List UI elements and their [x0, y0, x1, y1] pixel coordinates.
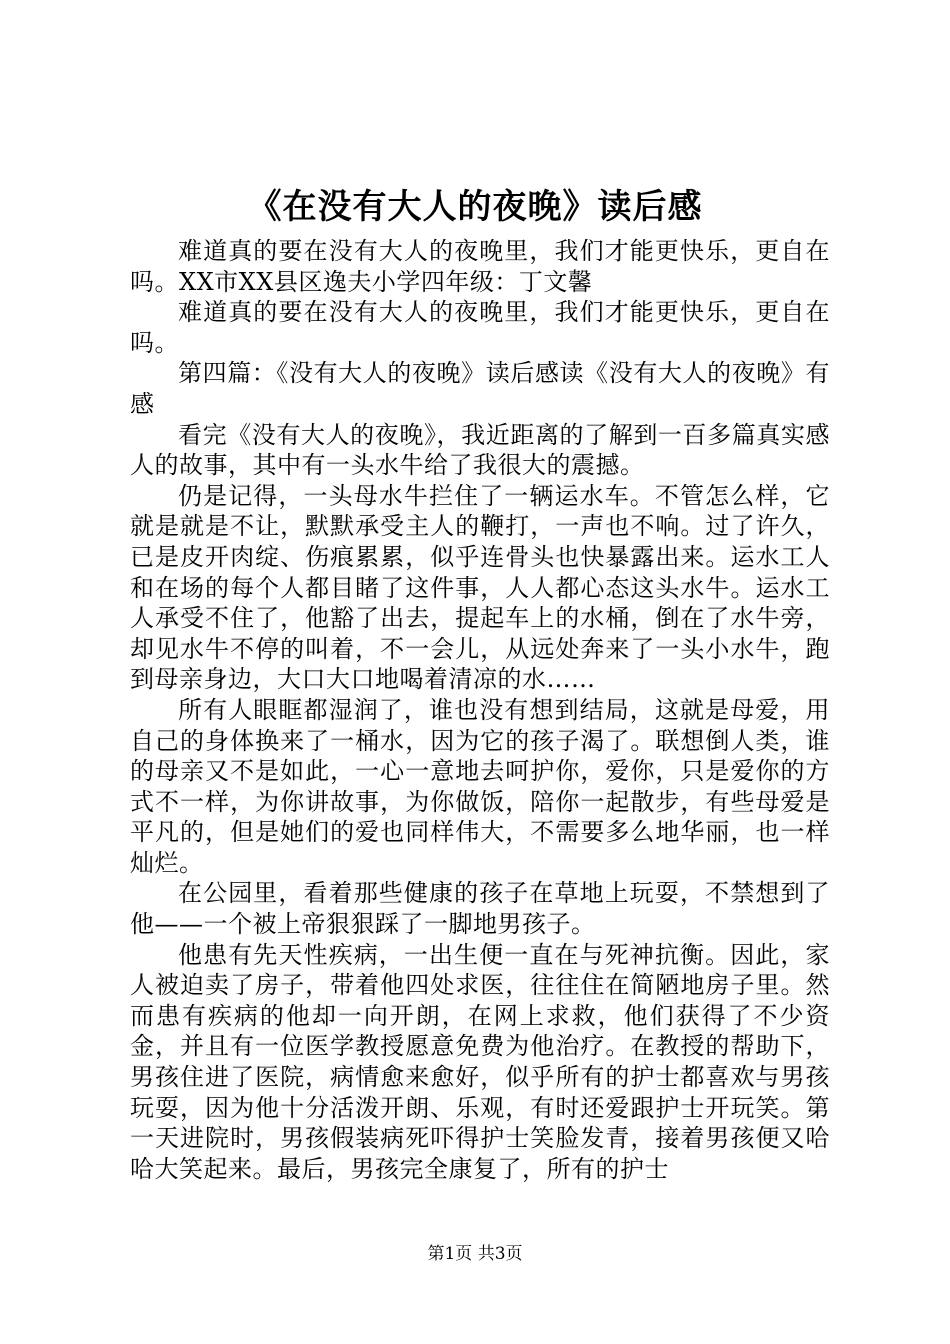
- paragraph: 仍是记得，一头母水牛拦住了一辆运水车。不管怎么样，它就是就是不让，默默承受主人的鞭打，一声也不响。过了许久，已是皮开肉绽、伤痕累累，似乎连骨头也快暴露出来。运水工人和在场的每个人都目睹了这件事，人人都心态这头水牛。运水工人承受不住了，他豁了出去，提起车上的水桶，倒在了水牛旁，却见水牛不停的叫着，不一会儿，从远处奔来了一头小水牛，跑到母亲身边，大口大口地喝着清凉的水……: [130, 481, 830, 694]
- paragraph: 难道真的要在没有大人的夜晚里，我们才能更快乐，更自在吗。XX市XX县区逸夫小学四年级：丁文馨: [130, 237, 830, 296]
- paragraph: 所有人眼眶都湿润了，谁也没有想到结局，这就是母爱，用自己的身体换来了一桶水，因为它的孩子渴了。联想倒人类，谁的母亲又不是如此，一心一意地去呵护你，爱你，只是爱你的方式不一样，为你讲故事，为你做饭，陪你一起散步，有些母爱是平凡的，但是她们的爱也同样伟大，不需要多么地华丽，也一样灿烂。: [130, 695, 830, 877]
- page-footer: 第1页 共3页: [427, 1244, 523, 1264]
- paragraph: 难道真的要在没有大人的夜晚里，我们才能更快乐，更自在吗。: [130, 298, 830, 357]
- paragraph: 看完《没有大人的夜晚》，我近距离的了解到一百多篇真实感人的故事，其中有一头水牛给了我很大的震撼。: [130, 420, 830, 480]
- document-title: 《在没有大人的夜晚》读后感: [247, 187, 703, 227]
- document-body: [130, 236, 830, 1184]
- paragraph: 他患有先天性疾病，一出生便一直在与死神抗衡。因此，家人被迫卖了房子，带着他四处求医，往往住在简陋地房子里。然而患有疾病的他却一向开朗，在网上求救，他们获得了不少资金，并且有一位医学教授愿意免费为他治疗。在教授的帮助下，男孩住进了医院，病情愈来愈好，似乎所有的护士都喜欢与男孩玩耍，因为他十分活泼开朗、乐观，有时还爱跟护士开玩笑。第一天进院时，男孩假装病死吓得护士笑脸发青，接着男孩便又哈哈大笑起来。最后，男孩完全康复了，所有的护士: [130, 940, 830, 1183]
- paragraph: 在公园里，看着那些健康的孩子在草地上玩耍，不禁想到了他——一个被上帝狠狠踩了一脚地男孩子。: [130, 879, 830, 939]
- paragraph: 第四篇：《没有大人的夜晚》读后感读《没有大人的夜晚》有感: [130, 359, 830, 418]
